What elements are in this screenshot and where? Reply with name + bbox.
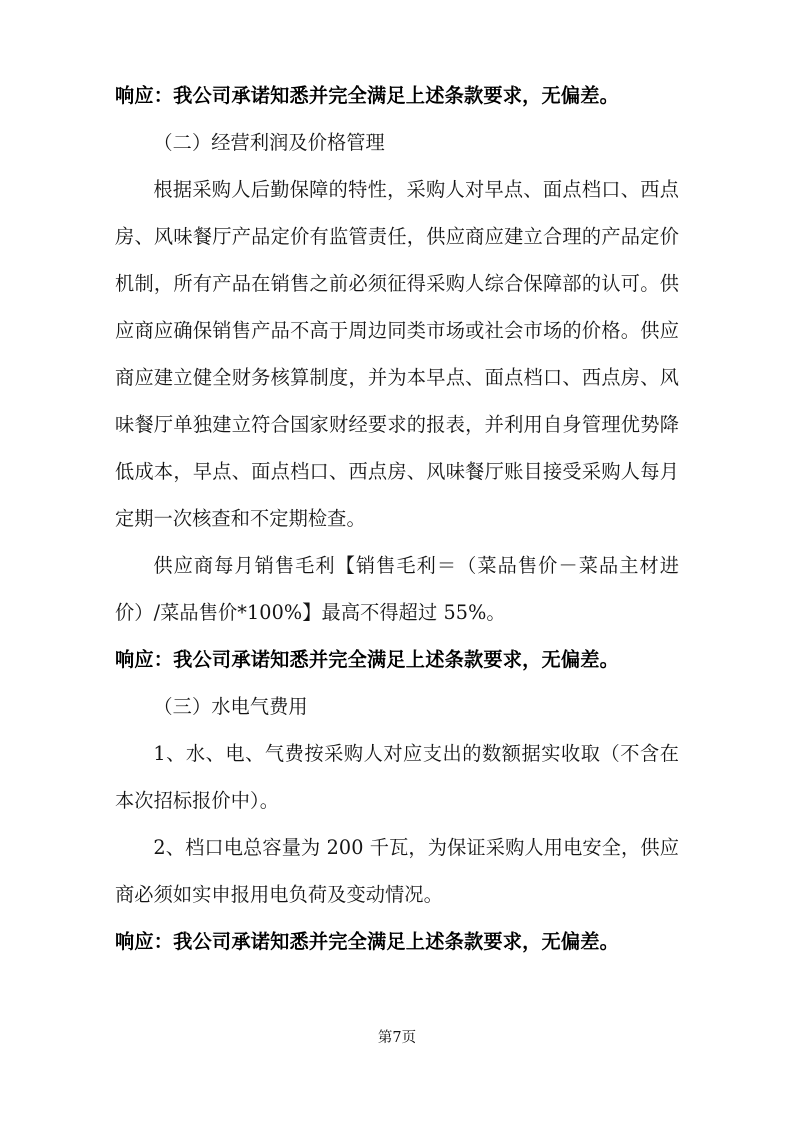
section-heading: （二）经营利润及价格管理 (153, 131, 385, 154)
response-statement: 响应：我公司承诺知悉并完全满足上述条款要求，无偏差。 (115, 930, 620, 953)
section-heading: （三）水电气费用 (153, 695, 308, 718)
response-statement: 响应：我公司承诺知悉并完全满足上述条款要求，无偏差。 (115, 648, 620, 671)
response-statement: 响应：我公司承诺知悉并完全满足上述条款要求，无偏差。 (115, 84, 620, 107)
body-paragraph: 根据采购人后勤保障的特性，采购人对早点、面点档口、西点房、风味餐厅产品定价有监管责任，供应商应建立合理的产品定价机制，所有产品在销售之前必须征得采购人综合保障部的认可。供应商应确保销售产品不高于周边同类市场或社会市场的价格。供应商应建立健全财务核算制度，并为本早点、面点档口、西点房、风味餐厅单独建立符合国家财经要求的报表，并利用自身管理优势降低成本，早点、面点档口、西点房、风味餐厅账目接受采购人每月定期一次核查和不定期检查。 (115, 178, 679, 530)
document-body (115, 72, 679, 965)
page-number-footer: 第7页 (377, 1030, 417, 1046)
gross-margin-formula-paragraph: 供应商每月销售毛利【销售毛利＝（菜品售价－菜品主材进价）/菜品售价*100%】最高不得超过 55%。 (115, 554, 679, 624)
numbered-item: 2、档口电总容量为 200 千瓦，为保证采购人用电安全，供应商必须如实申报用电负荷及变动情况。 (115, 836, 679, 906)
numbered-item: 1、水、电、气费按采购人对应支出的数额据实收取（不含在本次招标报价中）。 (115, 742, 679, 812)
